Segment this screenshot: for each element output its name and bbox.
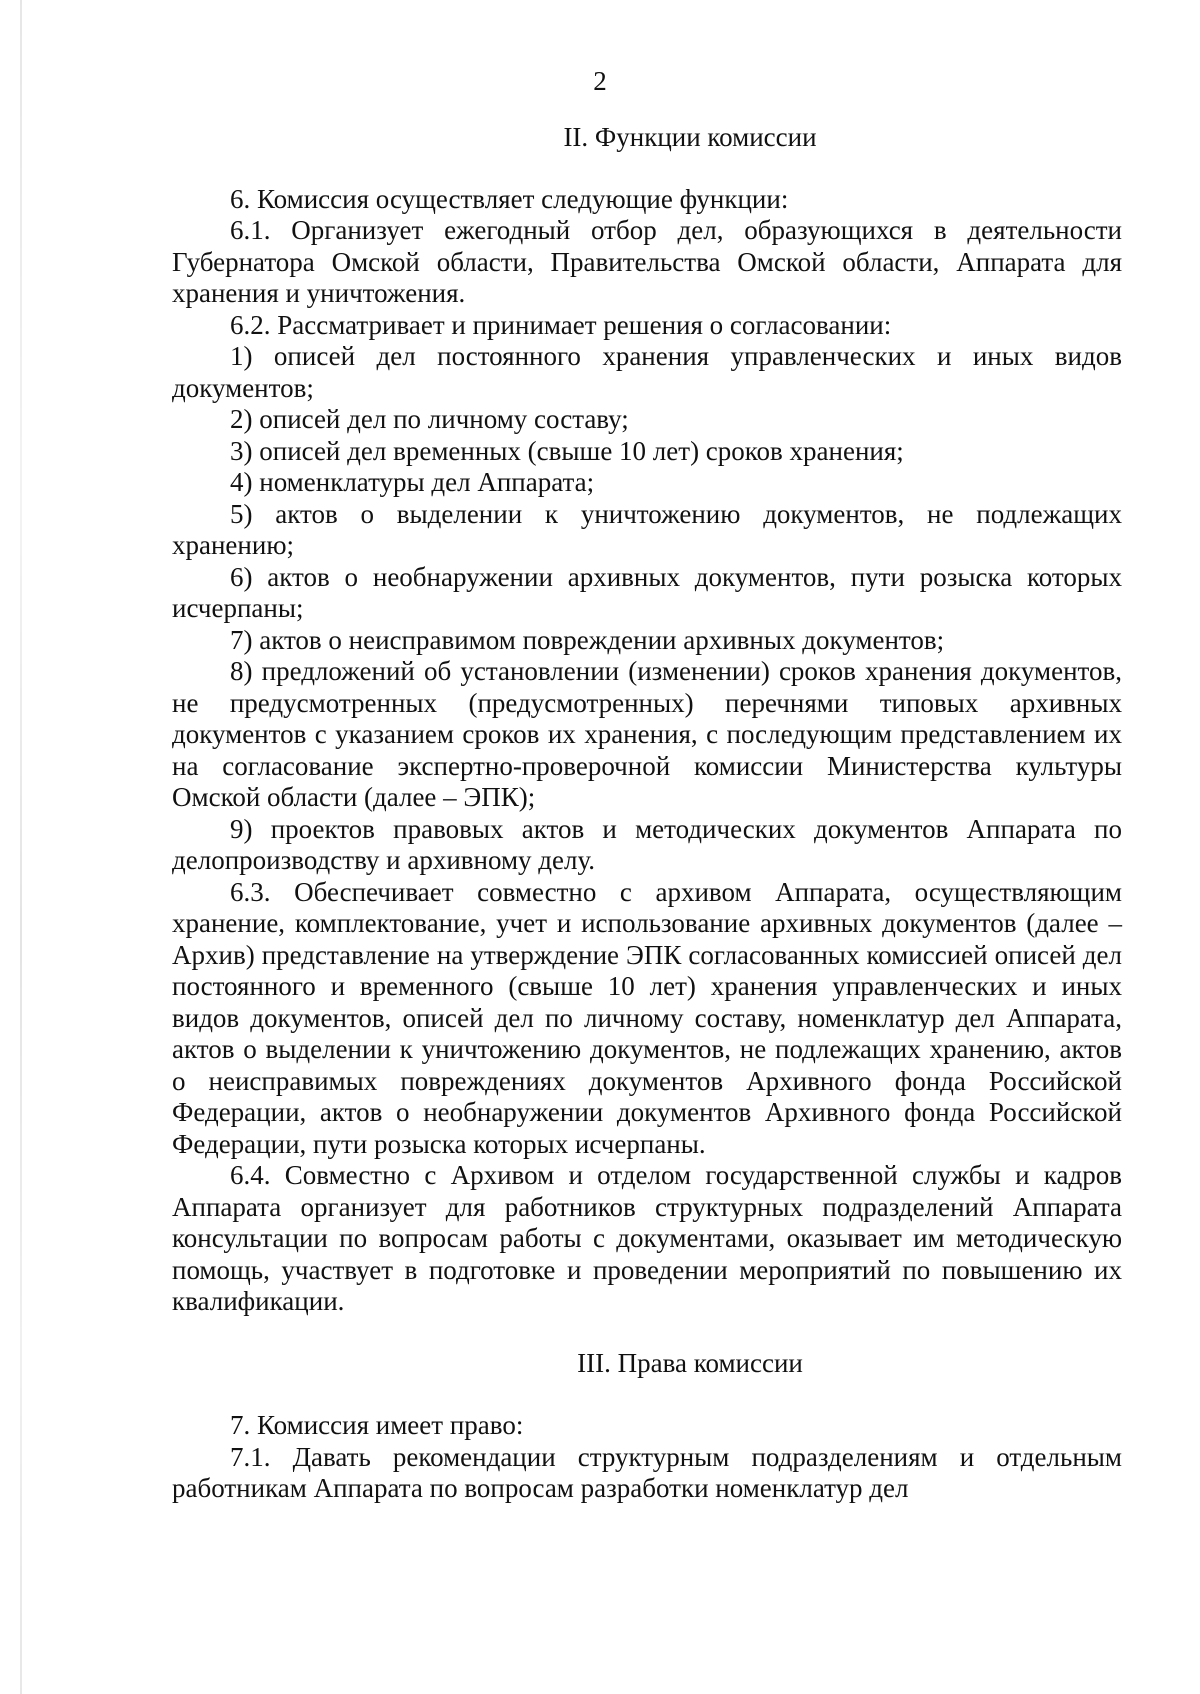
scan-edge-mark xyxy=(20,0,22,1694)
paragraph-6-4: 6.4. Совместно с Архивом и отделом государственной службы и кадров Аппарата организует для работников структурных подразделений Аппарата консультации по вопросам работы с документами, оказывает им методическую помощь, участвует в подготовке и проведении мероприятий по повышению их квалификации. xyxy=(172,1160,1122,1316)
section-title-functions: II. Функции комиссии xyxy=(563,122,817,152)
list-item-8: 8) предложений об установлении (изменении) сроков хранения документов, не предусмотренных (предусмотренных) перечнями типовых архивных документов с указанием сроков их хранения, с последующим представлением их на согласование экспертно-проверочной комиссии Министерства культуры Омской области (далее – ЭПК); xyxy=(172,656,1122,812)
list-item-6: 6) актов о необнаружении архивных документов, пути розыска которых исчерпаны; xyxy=(172,561,1122,623)
document-body xyxy=(172,122,1122,1505)
paragraph-6-1: 6.1. Организует ежегодный отбор дел, образующихся в деятельности Губернатора Омской области, Правительства Омской области, Аппарата для хранения и уничтожения. xyxy=(172,215,1122,308)
list-item-2: 2) описей дел по личному составу; xyxy=(230,404,629,434)
list-item-7: 7) актов о неисправимом повреждении архивных документов; xyxy=(230,624,945,655)
page-number: 2 xyxy=(593,66,607,96)
paragraph-7-1: 7.1. Давать рекомендации структурным подразделениям и отдельным работникам Аппарата по вопросам разработки номенклатур дел xyxy=(172,1441,1122,1503)
list-item-9: 9) проектов правовых актов и методических документов Аппарата по делопроизводству и архивному делу. xyxy=(172,813,1122,875)
section-title-rights: III. Права комиссии xyxy=(577,1347,803,1378)
paragraph-6-3: 6.3. Обеспечивает совместно с архивом Аппарата, осуществляющим хранение, комплектование, учет и использование архивных документов (далее – Архив) представление на утверждение ЭПК согласованных комиссией описей дел постоянного и временного (свыше 10 лет) хранения управленческих и иных видов документов, описей дел по личному составу, номенклатур дел Аппарата, актов о выделении к уничтожению документов, не подлежащих хранению, актов о неисправимых повреждениях документов Архивного фонда Российской Федерации, актов о необнаружении документов Архивного фонда Российской Федерации, пути розыска которых исчерпаны. xyxy=(172,876,1122,1159)
paragraph-7: 7. Комиссия имеет право: xyxy=(230,1410,524,1440)
list-item-1: 1) описей дел постоянного хранения управленческих и иных видов документов; xyxy=(172,341,1122,403)
paragraph-6-2: 6.2. Рассматривает и принимает решения о согласовании: xyxy=(230,309,892,340)
list-item-4: 4) номенклатуры дел Аппарата; xyxy=(230,467,595,497)
list-item-5: 5) актов о выделении к уничтожению документов, не подлежащих хранению; xyxy=(172,498,1122,560)
paragraph-6: 6. Комиссия осуществляет следующие функции: xyxy=(230,183,789,214)
list-item-3: 3) описей дел временных (свыше 10 лет) сроков хранения; xyxy=(230,435,904,466)
